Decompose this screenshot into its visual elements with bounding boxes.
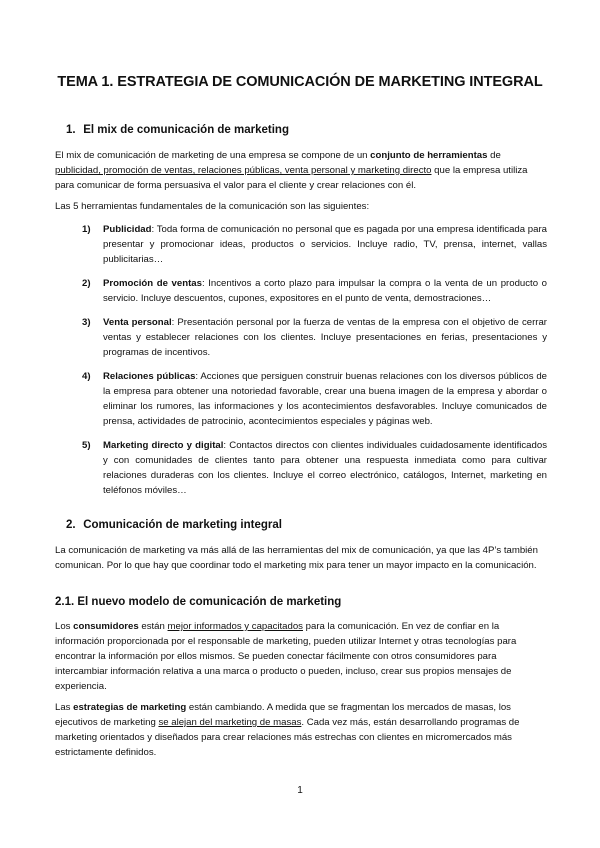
intro-underline-1: publicidad, promoción de ventas, relaciones públicas, venta personal y marketing directo bbox=[55, 165, 432, 176]
section-1-heading bbox=[66, 124, 289, 136]
p1-text-2: están bbox=[138, 621, 168, 632]
section-1-intro bbox=[55, 148, 547, 193]
list-item-text: : Contactos directos con clientes individuales cuidadosamente identificados y con comunidades de clientes tanto para obtener una respuesta inmediata como para cultivar relaciones duraderas con los clientes. Incluye el correo electrónico, catálogos, Internet, marketing en teléfonos móviles… bbox=[103, 440, 547, 496]
list-item-number: 2) bbox=[82, 278, 91, 289]
list-item-text: : Presentación personal por la fuerza de ventas de la empresa con el objetivo de cerrar ventas y establecer relaciones con los clientes. Incluye presentaciones en ferias, presentaciones y programas de incentivos. bbox=[103, 317, 547, 358]
p2-text-1: Las bbox=[55, 702, 74, 713]
p1-underline-1: mejor informados y capacitados bbox=[167, 621, 303, 632]
list-item-number: 4) bbox=[82, 371, 91, 382]
list-item-name: Publicidad bbox=[103, 224, 152, 235]
section-1-title: El mix de comunicación de marketing bbox=[83, 124, 289, 136]
list-item-text: : Acciones que persiguen construir buenas relaciones con los diversos públicos de la empresa para obtener una notoriedad favorable, crear una buena imagen de la empresa y abordar o eliminar los rumores, las informaciones y los acontecimientos desfavorables. Incluye comunicados de prensa, actividades de patrocinio, acontecimientos especiales y páginas web. bbox=[103, 371, 547, 427]
list-item-number: 3) bbox=[82, 317, 91, 328]
section-2-title: Comunicación de marketing integral bbox=[83, 519, 282, 531]
list-item-name: Venta personal bbox=[103, 317, 172, 328]
intro-text-1: El mix de comunicación de marketing de una empresa se compone de un bbox=[55, 150, 371, 161]
list-item-name: Promoción de ventas bbox=[103, 278, 202, 289]
list-item-text: : Incentivos a corto plazo para impulsar la compra o la venta de un producto o servicio. Incluye descuentos, cupones, expositores en el punto de venta, demostraciones… bbox=[103, 278, 547, 304]
p2-text-2: están cambiando. A medida que se fragmentan los mercados de masas, los ejecutivos de marketing bbox=[55, 702, 511, 728]
list-item-number: 5) bbox=[82, 440, 91, 451]
subsection-2-1-paragraph-2 bbox=[55, 700, 547, 760]
list-item bbox=[55, 315, 547, 360]
p2-text-3: . Cada vez más, están desarrollando programas de marketing orientados y diseñados para crear relaciones más estrechas con clientes en micromercados más estrictamente definidos. bbox=[55, 717, 520, 758]
p2-underline-1: se alejan del marketing de masas bbox=[158, 717, 302, 728]
document-title: TEMA 1. ESTRATEGIA DE COMUNICACIÓN DE MARKETING INTEGRAL bbox=[57, 74, 543, 90]
page-number: 1 bbox=[297, 785, 303, 796]
intro-bold-1: conjunto de herramientas bbox=[370, 150, 488, 161]
intro-text-3: que la empresa utiliza para comunicar de forma persuasiva el valor para el cliente y crear relaciones con él. bbox=[55, 165, 528, 191]
list-item-name: Relaciones públicas bbox=[103, 371, 196, 382]
list-item bbox=[55, 276, 547, 306]
list-item bbox=[55, 369, 547, 429]
list-item bbox=[55, 438, 547, 498]
list-item-name: Marketing directo y digital bbox=[103, 440, 224, 451]
tools-list bbox=[55, 222, 547, 507]
p2-bold-1: estrategias de marketing bbox=[73, 702, 187, 713]
subsection-2-1-heading: 2.1. El nuevo modelo de comunicación de marketing bbox=[55, 596, 342, 608]
list-item-text: : Toda forma de comunicación no personal que es pagada por una empresa identificada para presentar y promocionar ideas, productos o servicios. Incluye radio, TV, prensa, internet, vallas publicitarias… bbox=[103, 224, 547, 265]
tools-lead: Las 5 herramientas fundamentales de la comunicación son las siguientes: bbox=[55, 201, 370, 212]
list-item-number: 1) bbox=[82, 224, 91, 235]
subsection-2-1-paragraph-1 bbox=[55, 619, 547, 694]
intro-text-2: de bbox=[487, 150, 501, 161]
section-1-number: 1. bbox=[66, 124, 76, 136]
list-item bbox=[55, 222, 547, 267]
p1-text-1: Los bbox=[55, 621, 74, 632]
section-2-intro: La comunicación de marketing va más allá de las herramientas del mix de comunicación, ya que las 4P’s también comunican. Por lo que hay que coordinar todo el marketing mix para tener un mayor impacto en la comunicación. bbox=[55, 545, 538, 571]
p1-text-3: para la comunicación. En vez de confiar en la información proporcionada por el responsable de marketing, pueden utilizar Internet y otras tecnologías para encontrar la información por ellos mismos. Se pueden conectar fácilmente con otros consumidores para intercambiar información relativa a una marca o producto o pueden, incluso, crear sus propios mensajes de experiencia. bbox=[55, 621, 517, 692]
section-2-number: 2. bbox=[66, 519, 76, 531]
p1-bold-1: consumidores bbox=[73, 621, 139, 632]
section-2-heading bbox=[66, 519, 282, 531]
